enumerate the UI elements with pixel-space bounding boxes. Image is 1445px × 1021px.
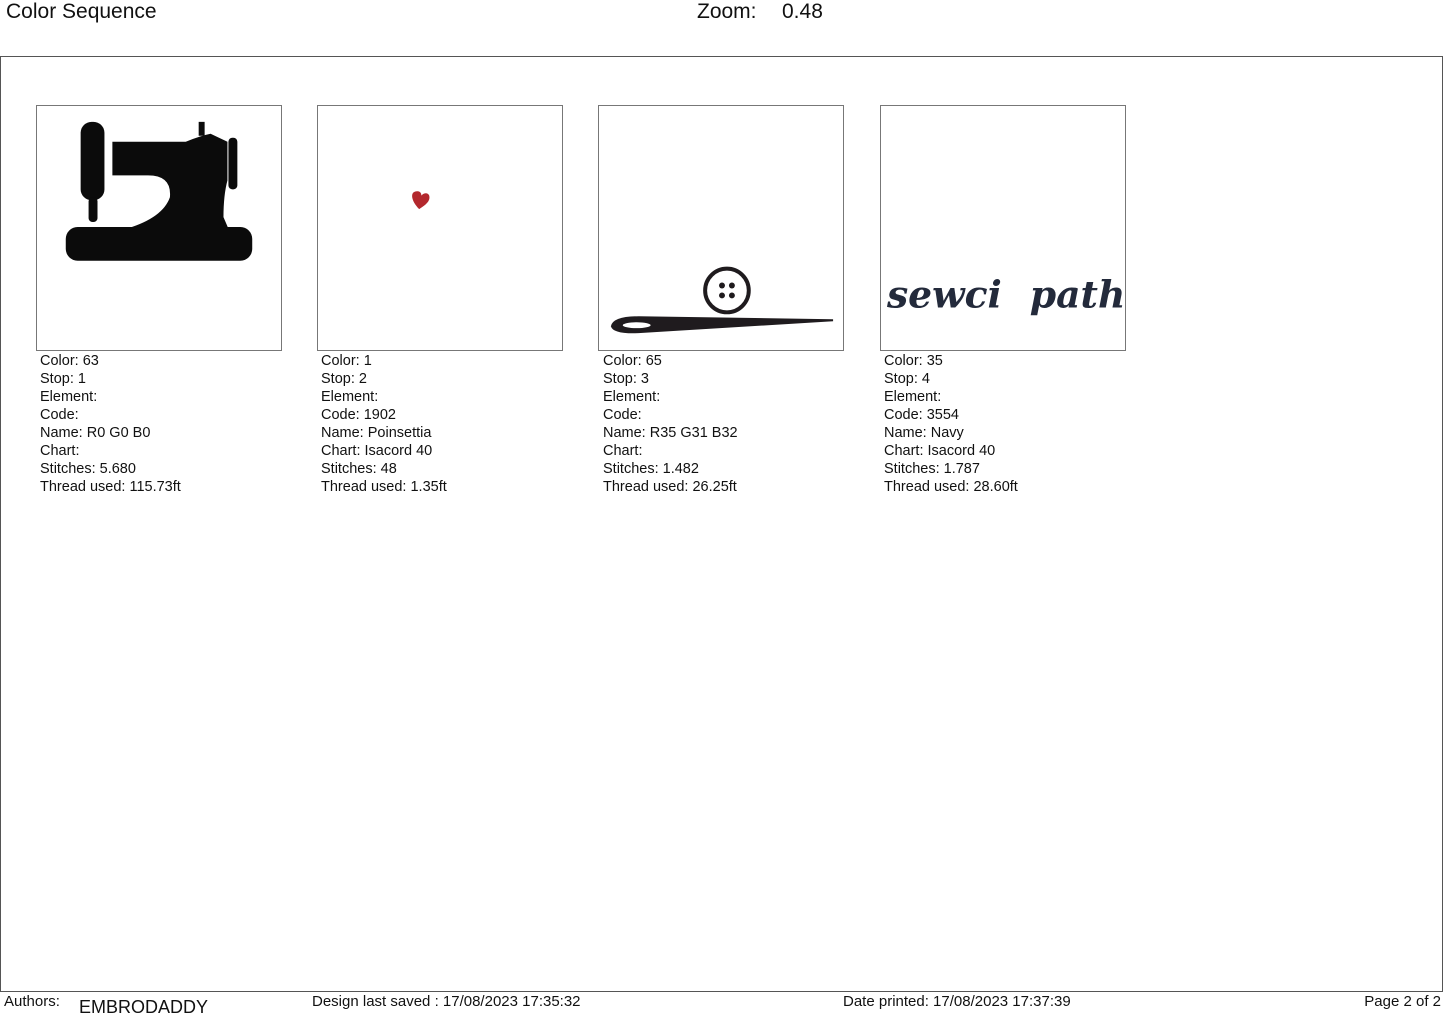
info-stop: Stop: 1 [40,371,86,387]
info-stop: Stop: 2 [321,371,367,387]
color-info-2 [321,352,447,496]
info-stitches: Stitches: 1.482 [603,461,699,477]
authors-value: EMBRODADDY [79,997,209,1017]
info-stitches: Stitches: 48 [321,461,397,477]
info-code: Code: 1902 [321,407,396,423]
info-name: Name: R35 G31 B32 [603,425,738,441]
design-last-saved: Design last saved : 17/08/2023 17:35:32 [312,993,581,1010]
info-code: Code: 3554 [884,407,959,423]
info-element: Element: [40,389,98,405]
info-code: Code: [40,407,79,423]
info-name: Name: Poinsettia [321,425,432,441]
info-thread: Thread used: 1.35ft [321,479,447,495]
button-and-needle-icon [599,106,843,350]
color-info-3 [603,352,738,496]
info-thread: Thread used: 26.25ft [603,479,737,495]
info-chart: Chart: Isacord 40 [884,443,996,459]
info-element: Element: [884,389,942,405]
info-thread: Thread used: 28.60ft [884,479,1018,495]
authors-label: Authors: [4,993,60,1010]
info-code: Code: [603,407,642,423]
color-info-4 [884,352,1018,496]
info-name: Name: R0 G0 B0 [40,425,151,441]
info-element: Element: [321,389,379,405]
sewing-machine-icon [37,106,281,350]
info-name: Name: Navy [884,425,964,441]
info-color: Color: 63 [40,353,99,369]
info-stop: Stop: 4 [884,371,930,387]
info-stop: Stop: 3 [603,371,649,387]
info-stitches: Stitches: 1.787 [884,461,980,477]
info-stitches: Stitches: 5.680 [40,461,136,477]
page-number: Page 2 of 2 [1364,993,1441,1010]
info-thread: Thread used: 115.73ft [40,479,181,495]
page-title: Color Sequence [6,0,157,23]
date-printed: Date printed: 17/08/2023 17:37:39 [843,993,1071,1010]
info-element: Element: [603,389,661,405]
script-text-left: sewci [886,272,1002,317]
info-color: Color: 65 [603,353,662,369]
zoom-label: Zoom: [697,0,757,23]
color-tile-3 [598,105,844,351]
color-info-1 [40,352,181,496]
info-chart: Chart: [603,443,643,459]
script-text-image [881,106,1125,350]
color-tile-2 [317,105,563,351]
color-tile-1 [36,105,282,351]
info-color: Color: 35 [884,353,943,369]
script-text-right: path [1029,272,1125,317]
info-chart: Chart: [40,443,80,459]
color-tile-4 [880,105,1126,351]
zoom-value: 0.48 [782,0,823,23]
heart-icon [318,106,562,350]
info-color: Color: 1 [321,353,372,369]
info-chart: Chart: Isacord 40 [321,443,433,459]
